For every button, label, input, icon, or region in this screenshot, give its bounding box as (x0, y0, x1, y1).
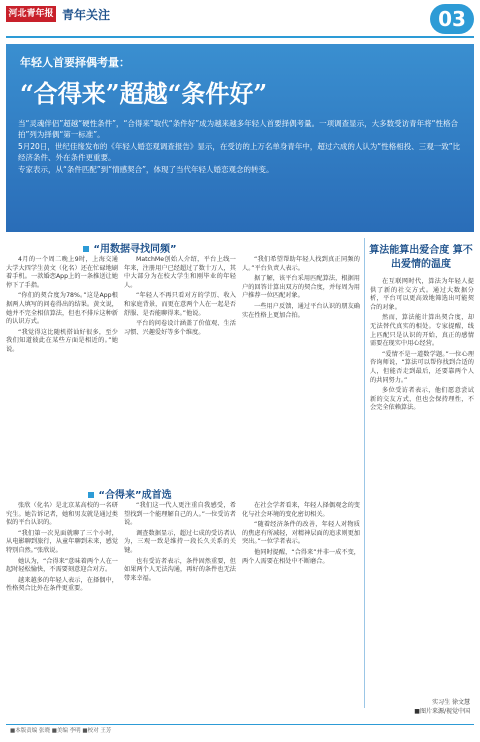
paragraph: 据了解，该平台采用匹配算法，根据用户的回答计算出双方的契合度，并每周为用户推荐一位匹配对象。 (242, 275, 360, 300)
page-footer: ■本版责编 张晓 ■美编 李明 ■校对 王芳 (6, 724, 474, 737)
paragraph: 调查数据显示，超过七成的受访者认为，三观一致是维持一段长久关系的关键。 (124, 529, 236, 554)
lead-paragraph: 5月20日，世纪佳缘发布的《年轻人婚恋观调查报告》显示，在受访的上万名单身青年中，超过六成的人认为“性格相投、三观一致”比经济条件、外在条件更重要。 (18, 142, 461, 162)
newspaper-logo: 河北青年报 (6, 6, 56, 22)
headline-band (6, 44, 474, 232)
paragraph: 平台的问卷设计涵盖了价值观、生活习惯、兴趣爱好等多个维度。 (124, 320, 236, 336)
subhead-data-match: “用数据寻找同频” (60, 240, 200, 255)
paragraph: 4月的一个周二晚上9时，上海交通大学大四学生黄文（化名）还在忙碌地刷着手机。一款婚恋App上的一条推送让她停下了手指。 (6, 256, 118, 289)
page-header (0, 0, 480, 44)
paragraph: 他同时提醒，“合得来”并非一成不变，两个人需要在相处中不断磨合。 (242, 548, 360, 565)
paragraph: 一些用户反馈，通过平台认识的朋友确实在性格上更加合拍。 (242, 302, 360, 319)
paragraph: 张欣（化名）是北京某高校的一名研究生。她告诉记者，她和男友就是通过类似的平台认识的。 (6, 502, 118, 527)
paragraph: 在互联网时代，算法为年轻人提供了新的社交方式。通过大数据分析，平台可以更高效地筛选出可能契合的对象。 (370, 278, 474, 311)
section-title: 青年关注 (62, 8, 111, 22)
main-headline: “合得来”超越“条件好” (20, 79, 268, 108)
paragraph: “我觉得这比随机搭讪好很多，至少我们知道彼此在某些方面是相近的。”她说。 (6, 328, 118, 353)
paragraph: “你们的契合度为78%。”这是App根据两人填写的问卷得出的结果。黄文说，她并不完全相信算法，但也不排斥这种新的认识方式。 (6, 292, 118, 326)
paragraph: “我们第一次见面就聊了三个小时，从电影聊到旅行，从童年聊到未来，感觉特别自然。”张欣说。 (6, 529, 118, 554)
article-column (242, 502, 360, 720)
paragraph: “我们希望帮助年轻人找到真正同频的人。”平台负责人表示。 (242, 256, 360, 272)
paragraph: 在社会学者看来，年轻人择偶观念的变化与社会环境的变化密切相关。 (242, 502, 360, 518)
paragraph: “我们这一代人更注重自我感受，希望找到一个能理解自己的人。”一位受访者说。 (124, 502, 236, 527)
article-column (242, 256, 360, 484)
paragraph: 越来越多的年轻人表示，在择偶中，性格契合比外在条件更重要。 (6, 576, 118, 593)
lead-paragraph: 专家表示，从“条件匹配”到“情感契合”，体现了当代年轻人婚恋观念的转变。 (18, 165, 274, 174)
paragraph: MatchMe创始人介绍，平台上线一年来，注册用户已经超过了数十万人，其中大部分为在校大学生和刚毕业的年轻人。 (124, 256, 236, 289)
lead-paragraphs (18, 118, 462, 176)
paragraph: “年轻人不再只看对方的学历、收入和家庭背景，而更在意两个人在一起是否舒服、是否能聊得来。”他说。 (124, 292, 236, 317)
paragraph: “随着经济条件的改善，年轻人对物质的焦虑有所减轻，对精神层面的追求则更加突出。”一位学者表示。 (242, 521, 360, 546)
article-column (6, 256, 118, 484)
article-column (124, 256, 236, 484)
header-rule (6, 36, 474, 38)
paragraph: 她认为，“合得来”意味着两个人在一起时轻松愉快，不需要刻意迎合对方。 (6, 557, 118, 574)
paragraph: 然而，算法能计算出契合度，却无法替代真实的相处。专家提醒，线上匹配只是认识的开始，真正的感情需要在现实中用心经营。 (370, 314, 474, 348)
lead-paragraph: 当“灵魂伴侣”超越“硬性条件”，“合得来”取代“条件好”成为越来越多年轻人首要择偶考量。一项调查显示，大多数受访青年将“性格合拍”列为择偶“第一标准”。 (18, 119, 458, 139)
column-divider (364, 238, 365, 708)
byline (370, 698, 470, 716)
paragraph: 多位受访者表示，他们愿意尝试新的交友方式，但也会保持理性，不会完全依赖算法。 (370, 387, 474, 412)
article-column (6, 502, 118, 720)
sidebar-column (370, 278, 474, 694)
paragraph: “爱情不是一道数学题。”一位心理咨询师说，“算法可以帮你找到合适的人，但能否走到最后，还要靠两个人的共同努力。” (370, 350, 474, 384)
article-column (124, 502, 236, 720)
page-number-badge: 03 (430, 4, 474, 34)
kicker-title: 年轻人首要择偶考量： (20, 56, 130, 69)
byline-photo-credit: ■图片来源/视觉中国 (414, 708, 470, 715)
sidebar-headline: 算法能算出爱合度 算不出爱情的温度 (369, 245, 473, 270)
paragraph: 也有受访者表示，条件固然重要，但如果两个人无法沟通，再好的条件也无法带来幸福。 (124, 557, 236, 582)
subhead-compatible: “合得来”成首选 (60, 486, 200, 501)
byline-author: 实习生 徐文慧 (432, 699, 470, 706)
